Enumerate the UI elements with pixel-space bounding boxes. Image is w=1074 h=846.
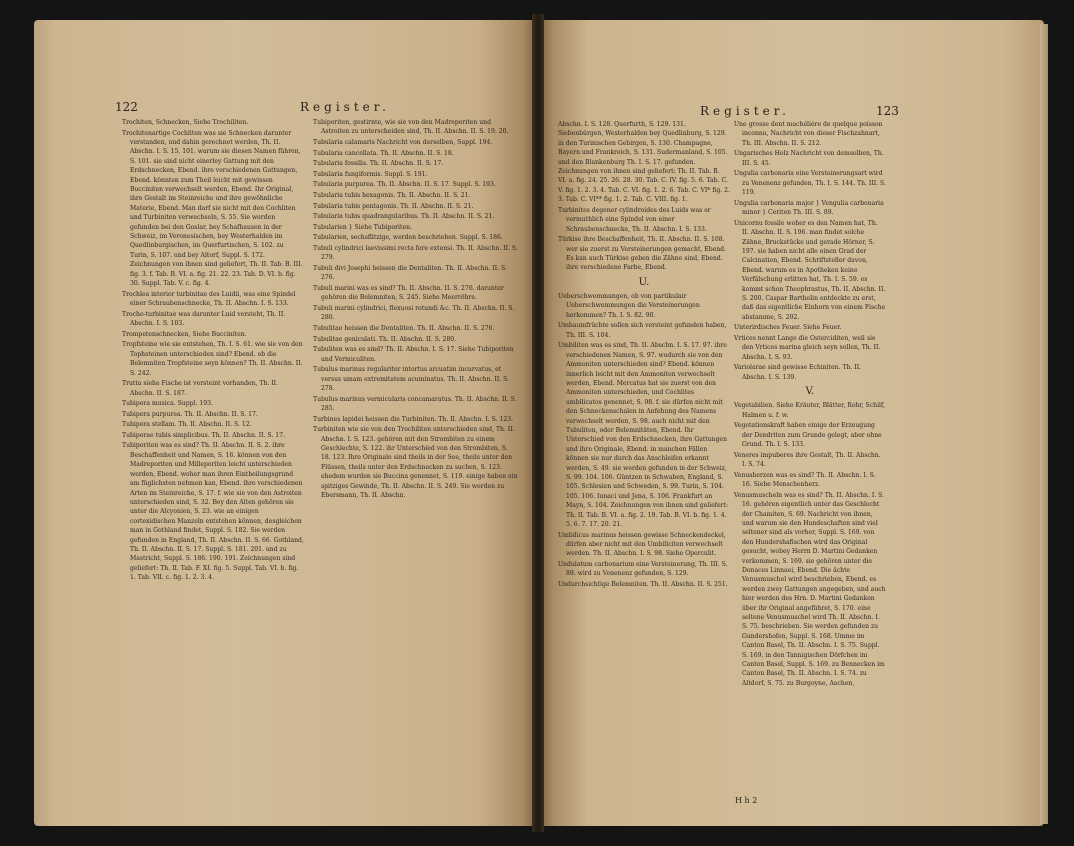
index-entry: Tubulitae heissen die Dentaliten. Th. II. Abschn. II. S. 276.: [313, 324, 495, 332]
left-page-number: 122: [115, 100, 138, 114]
index-entry: Tubularien, sechsflitzige, werden beschrieben. Suppl. S. 186.: [313, 234, 503, 242]
signature-mark: H h 2: [735, 796, 758, 805]
index-entry: Tubiporiten was es sind? Th. II. Abschn. II. S. 2. ihre Beschaffenheit und Namen, S. 16. können von den Madreporiten und Milleporiten leicht unterschieden werden, Ebend. woher man ihren Eintheilungsgrund am füglichsten nehmen kan, Ebend. ihre verschiedenen Arten im Steinreiche, S. 17. f. wie sie von den Astroiten unterschieden sind, S. 32. Bey den Alten gehören sie unter die Alcyonien, S. 23. wie an einigen cortexidischen Manzeln entstehen können, desgleichen man in Gothland findet, Suppl. S. 182. Sie werden gefunden in England, Th. II. Abschn. II. S. 66. Gothland, Th. II. Abschn. II. S. 17. Suppl. S. 181. 201. und zu Mastricht, Suppl. S. 186. 190. 191. Zeichnungen sind geliefert: Th. II. Tab. F. XI. fig. 5. Suppl. Tab. VI. b. fig. 1. Tab. VII. c. fig. 1. 2. 3. 4.: [122, 442, 304, 582]
index-entry: Trochiten, Schnecken, Siehe Trochiliten.: [122, 119, 249, 126]
index-entry: Trutta siehe Fische ist versteint vorhanden, Th. II. Abschn. II. S. 187.: [122, 380, 278, 397]
index-entry: Umbiliten was es sind, Th. II. Abschn. I. S. 17. 97. ihre verschiedenen Namen, S. 97. wodurch sie von den Ammoniten unterschieden sind? Ebend. können innerlich leicht mit den Ammoniten verwechselt werden, Ebend. Mercatus hat sie zuerst von den Ammoniten unterschieden, und Cochlites umbilicatos genennet, S. 98. f. sie dürfen nicht mit den Schneckenschalen in Anfehung des Namens verwechselt werden, S. 98. auch nicht mit den Tubuliten, oder Belemnitäten, Ebend. Ihr Unterschied von den Erdschnecken, ihre Gattungen und ihre Originale, Ebend. in manchen Fällen können sie nur durch das Anschleifen erkannt werden, S. 49. sie werden gefunden in der Schweiz, S. 99. 104. 106. Güntzen in Schwaben, England, S. 105. Schlesien und Schweden, S. 99. Turin, S. 104. 105. 106. Iunaci und Jena, S. 106. Frankfurt an Mayn, S. 104. Zeichnungen von ihnen sind geliefert: Th. II. Tab. B. VI. a. fig. 2. 19. Tab. B. VI. b. fig. 1. 4. 5. 6. 7. 17. 20. 21.: [558, 342, 729, 528]
index-entry: Tubulus marinus regulariter intortus arcuatim incurvatus, et versus umam extremitatem acuminatus. Th. II. Abschn. II. S. 278.: [313, 366, 510, 392]
index-entry: Tubulus marinus vermicularis concamaratus. Th. II. Abschn. II. S. 285.: [313, 395, 517, 412]
index-entry: Vrtices nennt Lange die Osterciditen, weil sie den Vrtices marina gleich seyn sollen, Th. II. Abschn. I. S. 93.: [734, 335, 881, 361]
index-entry: Ungulia carbonaria eine Versteinerungsart wird zu Venenenz gefunden, Th. I. S. 144. Th. III. S. 119.: [734, 170, 886, 197]
page-edges: [1040, 24, 1048, 824]
index-entry: Tubulitae geniculati. Th. II. Abschn. II. S. 280.: [313, 335, 457, 343]
index-entry: Tubularien } Siehe Tubiporiten.: [313, 223, 412, 231]
index-entry: Vegetationskraft haben einige der Erzeugung der Dendriten zum Grunde gelegt, aber ohne Grund. Th. I. S. 133.: [734, 422, 882, 449]
index-entry: Umbilicus marinus heissen gewisse Schneckendeckel, dürfen aber nicht mit den Umbiliciten verwechselt werden. Th. II. Abschn. I. S. 98. Siehe Operculit.: [558, 531, 726, 558]
index-entry: Unterirdisches Feuer. Siehe Feuer.: [734, 324, 842, 332]
index-entry: Türkise ihre Beschaffenheit, Th. II. Abschn. II. S. 108. wer sie zuerst zu Versteinerungen gemacht, Ebend. Es kan auch Türkise geben die Zähne sind, Ebend. ihre verschiedene Farbe, Ebend.: [558, 236, 726, 272]
index-entry: Tubularia tubis pentagonis. Th. II. Abschn. II. S. 21.: [313, 202, 474, 210]
right-column-a: [558, 120, 730, 796]
index-entry: Trochitenartige Cochliten was sie Schnecken darunter verstanden, und dahin gerechnet werden, Th. II. Abschn. I. S. 15. 101. warum sie diesen Namen führen, S. 101. sie sind nicht einerley Gattung mit den Erdschnecken, Ebend. ihre verschiedenen Gattungen, Ebend. könnten zum Theil leicht mit gewissen Bucciniten verwechselt werden, Ebend. Ihr Original, ihre Gestalt im Steinreiche und ihre gewöhnliche Materie, Ebend. Man darf sie nicht mit den Cochliten und Turbiniten verwechseln, S. 55. Sie werden gefunden bei den Goslar, bey Schafhausen in der Schweiz, im Veronesischen, bey Westerhalden im Quedlinburgischen, im Querfurtischen, S. 102. zu Turin, S. 107. und bey Altorf, Suppl. S. 172. Zeichnungen von ihnen sind geliefert, Th. II. Tab. B. III. fig. 3. f. Tab. B. VI. a. fig. 21. 22. 23. Tab. D. VI. b. fig. 30. Suppl. Tab. V. c. fig. 4.: [122, 129, 303, 288]
left-column-a: [122, 118, 304, 808]
left-column-b: [313, 118, 519, 808]
index-entry: Tubuli marini was es sind? Th. II. Abschn. II. S. 276. darunter gehören die Belemniten, S. 245. Siehe Meerröhre.: [313, 284, 504, 302]
index-entry: Tubularia fungiformis. Suppl. S. 191.: [313, 170, 428, 178]
index-entry: Vegetabilien. Siehe Kräuter, Blätter, Rohr, Schilf, Halmen u. f. w.: [734, 402, 885, 419]
index-entry: Ungarisches Holz Nachricht von demselben, Th. III. S. 45.: [734, 150, 884, 167]
index-entry: Turbiniten wie sie von den Trochiliten unterschieden sind, Th. II. Abschn. I. S. 123. gehören mit den Strombiten zu einem Geschlechte, S. 122. ihr Unterschied von den Strombiten, S. 18. 123. Ihre Originale sind theils in der See, theils unter den Flüssen, theils unter den Erdschnecken zu suchen, S. 123. ehedem wurden sie Buccina genennet, S. 119. einige haben ein spitziges Gewinde, Th. II. Abschn. II. S. 249. Sie werden zu Ebersmann, Th. II. Abschn.: [313, 426, 518, 499]
index-entry: Variolarae sind gewisse Echiniten. Th. II. Abschn. I. S. 139.: [734, 364, 862, 381]
index-entry: Ueberschwemmungen, ob von partikulair Ueberschwemmungen die Versteinerungen herkommen? Th. I. S. 82. 90.: [558, 292, 700, 319]
book-spine: [532, 14, 544, 832]
index-entry: Veneres impuberes ihre Gestalt, Th. II. Abschn. I. S. 74.: [734, 451, 881, 469]
index-entry: Tubularia tubis quadrangularibus. Th. II. Abschn. II. S. 21.: [313, 213, 495, 221]
index-entry: Venusmuscheln was es sind? Th. II. Abschn. I. S. 16. gehören eigentlich unter das Geschlecht der Chamiten, S. 69. Nachricht von ihnen, und warum sie den Hundeschaften sind viel seltener sind als vorher, Suppl. S. 169. von den Hundershafischen wird das Original gesucht, wobey Herrn D. Martini Gedanken verkommen, S. 169. sie gehören unter die Donaces Linnaei, Ebend. Die ächte Venusmuschel wird beschrieben, Ebend. es werden zwey Gattungen angegeben, und auch hier werden des Hrn. D. Martini Gedanken über ihr Original angeführet, S. 170. eine seltene Venusmuschel wird Th. II. Abschn. I. S. 75. beschrieben. Sie werden gefunden zu Gundershofen, Suppl. S. 168. Umme im Canton Basel, Th. II. Abschn. I. S. 75. Suppl. S. 169. in den Tannigischen Dörfchen im Canton Basel, Suppl. S. 169. zu Bennecken im Canton Basel, Th. II. Abschn. I. S. 74. zu Altdorf, S. 75. zu Burgoyne, Aachen,: [734, 491, 886, 687]
index-entry: Tubuli cylindrici laevissimi recta fere extensi. Th. II. Abschn. II. S. 279.: [313, 244, 518, 262]
index-entry: Tubipora stellam. Th. II. Abschn. II. S. 12.: [122, 421, 252, 429]
right-column-b: [734, 120, 886, 806]
left-running-head: Register.: [300, 100, 390, 114]
index-entry: Abschn. I. S. 128. Querfurth, S. 129. 131. Siebenbürgen, Westerhalden bey Quedlinburg, S. 129. in den Turinischen Gebirgen, S. 130. Champagne, Bayern und Frankreich, S. 131. Sudermanland, S. 105. und den Blankenburg Th. I. S. 17. gefunden. Zeichnungen von ihnen sind geliefert: Th. II. Tab. B. VI. a. fig. 24. 25. 26. 28. 30. Tab. C. IV. fig. 5. 6. Tab. C. V. fig. 1. 2. 3. 4. Tab. C. VI. fig. 1. 2. 6. Tab. C. VI* fig. 2. 3. Tab. C. VI** fig. 1. 2. Tab. C. VIII. fig. 1.: [558, 121, 730, 204]
index-entry: Turbinites degener cylindroides des Luids was er vermuthlich eine Spindel von einer Schraubenschnecke, Th. II. Abschn. I. S. 133.: [558, 206, 711, 233]
index-entry: Undulatum carbonarium eine Versteinerung, Th. III. S. 89. wird zu Venenenz gefunden, S. 129.: [558, 561, 728, 578]
index-entry: Undurchsichtige Belemniten. Th. II. Abschn. II. S. 251.: [558, 581, 728, 588]
index-entry: Trochlea interior turbinitae des Luidii, was eine Spindel einer Schraubenschnecke, Th. II. Abschn. I. S. 133.: [122, 290, 296, 308]
right-running-head: Register.: [700, 104, 790, 118]
index-entry: Umbaumfrüchte sollen sich versteint gefunden haben, Th. III. S. 104.: [558, 322, 727, 339]
index-entry: Unicornu fossile woher es den Namen hat, Th. II. Abschn. II. S. 196. man findet solche Zähne, Bruckstücke und gerade Hörner, S. 197. sie haben nicht alle einen Grad der Calcination, Ebend. Schriftsteller davon, Ebend. warum es in Apotheken keine Verfälschung erlitten hat, Th. I. S. 59. es kommt schon Theophrastus, Th. II. Abschn. II. S. 200. Caspar Bartholin entdeckte zu erst, daß das eigentliche Einhorn von einem Fische abstamme, S. 202.: [734, 219, 886, 321]
index-entry: Tubularia fossilis. Th. II. Abschn. II. S. 17.: [313, 160, 444, 168]
index-entry: U.: [638, 276, 650, 288]
index-entry: Ungulia carbonaria major } Vengulia carbonaria minor } Ceriten Th. III. S. 89.: [734, 199, 884, 217]
index-entry: Trompetenschnecken, Siehe Bucciniten.: [122, 330, 247, 338]
index-entry: Tubuli divi Josephi heissen die Dentaliten. Th. II. Abschn. II. S. 276.: [313, 264, 507, 282]
index-entry: Tubularia calamaris Nachricht von derselben, Suppl. 194.: [313, 139, 493, 146]
index-entry: Tubipora musica. Suppl. 193.: [122, 400, 213, 408]
index-entry: Tubipora purpurea. Th. II. Abschn. II. S. 17.: [122, 410, 258, 418]
index-entry: Turbines lapidei heissen die Turbiniten. Th. II. Abschn. I. S. 123.: [313, 415, 514, 423]
index-entry: Tubiporae tubis simplicibus. Th. II. Abschn. II. S. 17.: [122, 431, 285, 439]
index-entry: Venusherzen was es sind? Th. II. Abschn. I. S. 16. Siehe Menschenherz.: [734, 471, 876, 489]
index-entry: Tropfsteine wie sie entstehen, Th. I. S. 61. wie sie von den Tophsteinen unterschieden sind? Ebend. ob die Belemniten Tropfsteine seyn können? Th. II. Abschn. II. S. 242.: [122, 341, 303, 377]
index-entry: Trocho-turbinitae was darunter Luid versteht, Th. II. Abschn. I. S. 103.: [122, 310, 286, 328]
index-entry: Tubiporiten, gestirnte, wie sie von den Madreporiten und Astroiten zu unterscheiden sind, Th. II. Abschn. II. S. 19. 20.: [313, 119, 509, 136]
index-entry: V.: [805, 386, 815, 398]
index-entry: Une grosse dent machélière de quelque poisson inconnu, Nachricht von dieser Fischzahnart, Th. III. Abschn. II. S. 212.: [734, 121, 883, 147]
index-entry: Tubularia purpurea. Th. II. Abschn. II. S. 17. Suppl. S. 193.: [313, 181, 496, 189]
index-entry: Tubuli marini cylindrici, flexuosi rotundi &c. Th. II. Abschn. II. S. 280.: [313, 304, 515, 322]
right-page-number: 123: [876, 104, 899, 118]
index-entry: Tubuliten was es sind? Th. II. Abschn. I. S. 17. Siehe Tubiporiten und Vermiculiten.: [313, 346, 514, 363]
index-entry: Tubularia tubis hexagonis. Th. II. Abschn. II. S. 21.: [313, 191, 471, 199]
index-entry: Tubularia cancellata. Th. II. Abschn. II. S. 18.: [313, 149, 454, 157]
